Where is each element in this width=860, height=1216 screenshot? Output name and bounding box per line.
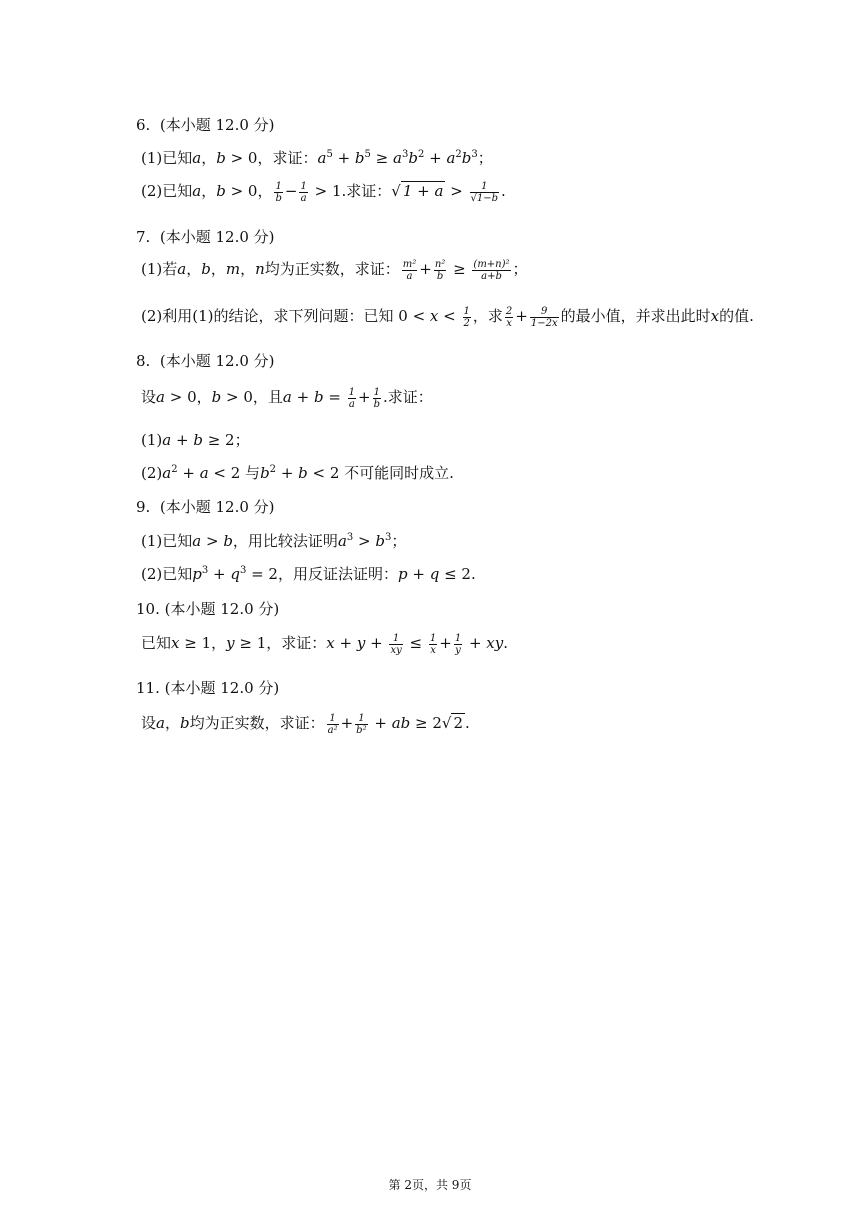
problem-11-header: 11. (本小题 12.0 分) <box>136 679 280 697</box>
problem-8-header: 8. (本小题 12.0 分) <box>136 352 275 370</box>
problem-6-part-1: (1)已知a，b > 0，求证：$a^5 + b^5 \ge a^3b^2 + a^2b^3$； <box>141 149 493 167</box>
problem-9-header: 9. (本小题 12.0 分) <box>136 498 275 516</box>
problem-7-header: 7. (本小题 12.0 分) <box>136 228 275 246</box>
problem-7-part-1: (1)若a，b，m，n均为正实数，求证： $\frac{\text{m²}}{a}$ + $\frac{\text{n²}}{b}$ ≥ $\frac{\text{(m+n)²}}{a+b}$ ； <box>141 258 528 282</box>
problem-10-stem: 已知x ≥ 1，y ≥ 1，求证：x + y + $\frac{1}{xy}$ ≤ $\frac{1}{x}$ + $\frac{1}{y}$ + xy. <box>141 632 509 656</box>
problem-8-part-2: $(2)a^2 + a < 2$ 与$b^2 + b < 2$ 不可能同时成立. <box>141 464 454 482</box>
problem-10-header: 10. (本小题 12.0 分) <box>136 600 280 618</box>
page-footer: 第 2页，共 9页 <box>388 1178 472 1192</box>
problem-9-part-1: (1)已知a > b，用比较法证明$a^3 > b^3$； <box>141 532 407 550</box>
problem-6-part-2: (2)已知a，b > 0， $\frac{1}{b}$ − $\frac{1}{a}$ > 1.求证：√ 1 + a > $\frac{1}{√1-b}$ . <box>141 180 506 204</box>
problem-9-part-2: (2)已知$p^3 + q^3 = 2$，用反证法证明：p + q ≤ 2. <box>141 565 476 583</box>
problem-6-header: 6. (本小题 12.0 分) <box>136 116 275 134</box>
problem-8-part-1: (1)a + b ≥ 2； <box>141 431 250 449</box>
problem-7-part-2: (2)利用(1)的结论，求下列问题：已知 0 < x < $\frac{1}{2}$ ，求 $\frac{2}{x}$ + $\frac{9}{1-2x}$ 的最小值，并求出此时x的值. <box>141 305 754 329</box>
problem-8-stem: 设a > 0，b > 0，且a + b = $\frac{1}{a}$ + $\frac{1}{b}$ .求证： <box>141 386 433 410</box>
problem-11-stem: 设a，b均为正实数，求证： $\frac{1}{\text{a²}}$ + $\frac{1}{\text{b²}}$ + ab ≥ 2√ 2 . <box>141 712 470 736</box>
